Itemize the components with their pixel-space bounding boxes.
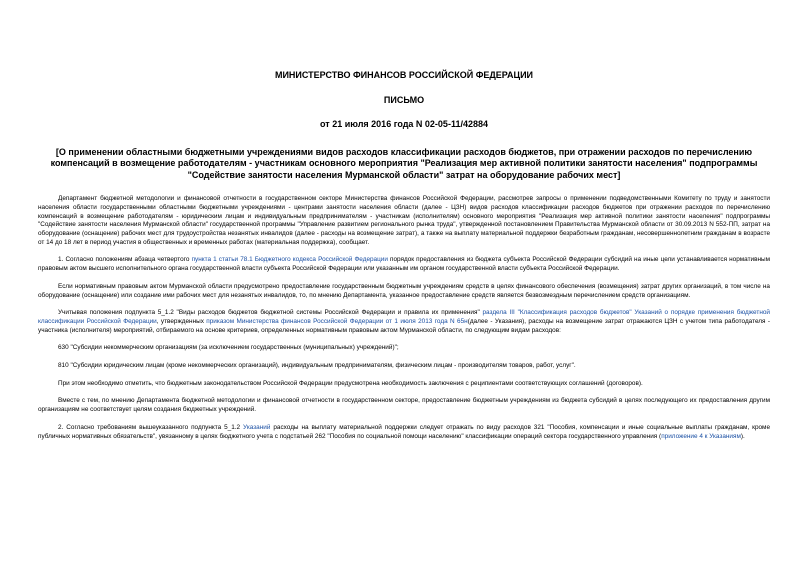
paragraph-intro: Департамент бюджетной методологии и финансовой отчетности в государственном секторе Министерства финансов Российской Федерации, рассмотрев запросы о применении подведомственными Комитету по труду и занятости населения области государственными областными бюджетными учреждениями - центрами занятости населения области (далее - ЦЗН) видов расходов классификации расходов бюджетов при отражении расходов по перечислению компенсаций в возмещение работодателям - юридическим лицам и индивидуальным предпринимателям - участникам (исполнителям) основного мероприятия "Реализация мер активной политики занятости населения" подпрограммы "Содействие занятости населения Мурманской области" государственной программы "Управление развитием регионального рынка труда", утвержденной постановлением Правительства Мурманской области от 30.09.2013 N 552-ПП, затрат на оборудование (оснащение) рабочих мест для трудоустройства незанятых инвалидов (далее - расходы на возмещение затрат), а также на выплату материальной поддержки безработным гражданам, несовершеннолетним гражданам в возрасте от 14 до 18 лет в период участия в общественных и временных работах (материальная поддержка), сообщает. (38, 195, 770, 246)
document-type: ПИСЬМО (383, 95, 425, 105)
paragraph-3-text-a: Учитывая положения подпункта 5_1.2 "Виды расходов бюджетов бюджетной системы Российской Федерации и правила их применения" (58, 309, 483, 317)
document-body (38, 195, 770, 441)
paragraph-6 (38, 424, 770, 441)
document-subject: [О применении областными бюджетными учреждениями видов расходов классификации расходов бюджетов, при отражении расходов по перечислению компенсаций в возмещение работодателям - участникам основного мероприятия "Реализация мер активной политики занятости населения" подпрограммы "Содействие занятости населения Мурманской области" затрат на оборудование рабочих мест] (50, 147, 758, 180)
link-instructions[interactable]: Указаний (243, 423, 271, 431)
list-item-630: 630 "Субсидии некоммерческим организациям (за исключением государственных (муниципальных) учреждений)"; (58, 344, 399, 352)
link-order-65n[interactable]: приказом Министерства финансов Российской Федерации от 1 июля 2013 года N 65н (206, 317, 468, 325)
link-appendix-4[interactable]: приложение 4 к Указаниям (661, 432, 741, 440)
paragraph-5: Вместе с тем, по мнению Департамента бюджетной методологии и финансовой отчетности в государственном секторе, предоставление бюджетным учреждениям из бюджета субсидий в целях последующего их предоставления другим организациям не соответствует целям создания бюджетных учреждений. (38, 397, 770, 414)
list-item-810: 810 "Субсидии юридическим лицам (кроме некоммерческих организаций), индивидуальным предпринимателям, физическим лицам - производителям товаров, работ, услуг". (58, 362, 576, 370)
paragraph-1 (38, 256, 770, 273)
paragraph-2: Если нормативным правовым актом Мурманской области предусмотрено предоставление государственным бюджетным учреждениям средств в целях финансового обеспечения (возмещения) затрат других организаций, в том числе на оборудование (оснащение) или создание ими рабочих мест для незанятых инвалидов, то, по мнению Департамента, указанное предоставление средств является безвозмездным перечислением средств организациям. (38, 282, 770, 299)
link-budget-code-article[interactable]: пункта 1 статьи 78.1 Бюджетного кодекса Российской Федерации (191, 256, 388, 264)
paragraph-3 (38, 309, 770, 335)
ministry-heading: МИНИСТЕРСТВО ФИНАНСОВ РОССИЙСКОЙ ФЕДЕРАЦИИ (274, 70, 534, 80)
paragraph-3-text-c: (далее - Указания), расходы на возмещение затрат отражаются ЦЗН с учетом типа работодателя - участника (исполнителя) мероприятий, отбираемого на основе критериев, определенных нормативным правовым актом Мурманской области, по следующим видам расходов: (38, 317, 771, 334)
paragraph-4: При этом необходимо отметить, что бюджетным законодательством Российской Федерации предусмотрена необходимость заключения с реципиентами соответствующих соглашений (договоров). (58, 379, 643, 387)
link-section-iii-instructions[interactable]: раздела III "Классификация расходов бюджетов" Указаний о порядке применения бюджетной классификации Российской Федерации (38, 309, 770, 325)
paragraph-1-text-a: 1. Согласно положениям абзаца четвертого (58, 256, 192, 264)
paragraph-6-text-a: 2. Согласно требованиям вышеуказанного подпункта 5_1.2 (58, 423, 244, 431)
paragraph-3-text-b: , утвержденных (156, 317, 207, 325)
document-page (38, 70, 770, 450)
paragraph-6-text-b: расходы на выплату материальной поддержки следует отражать по виду расходов 321 "Пособия, компенсации и иные социальные выплаты гражданам, кроме публичных нормативных обязательств", увязанному в целях бюджетного учета с подстатьей 262 "Пособия по социальной помощи населению" классификации операций сектора государственного управления ( (38, 423, 770, 440)
paragraph-6-text-c: ). (740, 432, 745, 440)
document-date-number: от 21 июля 2016 года N 02-05-11/42884 (320, 119, 488, 129)
paragraph-1-text-b: порядок предоставления из бюджета субъекта Российской Федерации субсидий на иные цели устанавливается нормативным правовым актом высшего исполнительного органа государственной власти субъекта Российской Федерации или указанным им органом государственной власти субъекта Российской Федерации. (38, 256, 770, 273)
